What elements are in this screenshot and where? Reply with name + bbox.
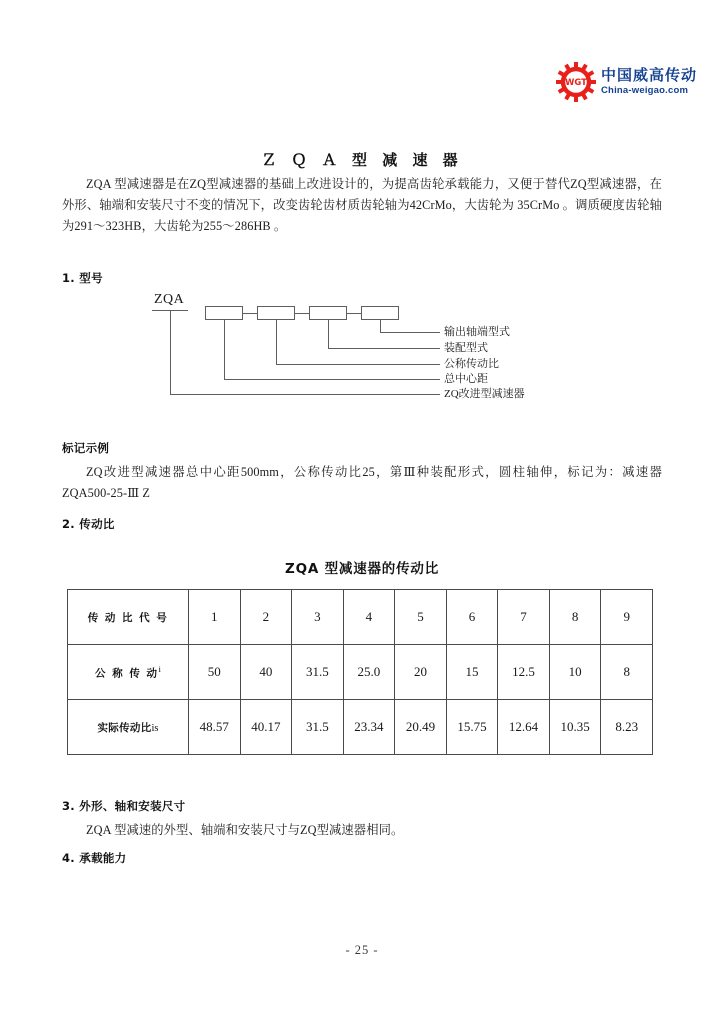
cell-code-5: 5 (395, 590, 447, 645)
diagram-label-nominal-ratio: 公称传动比 (444, 358, 499, 370)
cell-nominal-5: 20 (395, 645, 447, 700)
marking-example-text: ZQ改进型减速器总中心距500mm，公称传动比25，第Ⅲ种装配形式，圆柱轴伸，标记为：减速器 ZQA500-25-Ⅲ Z (62, 465, 662, 500)
page-title: Ｚ Ｑ Ａ 型 减 速 器 (261, 151, 463, 169)
table-title: ZQA 型减速器的传动比 (284, 561, 439, 577)
code-box-1 (205, 306, 243, 320)
leader-h-3 (328, 348, 440, 349)
cell-actual-4: 23.34 (343, 700, 395, 755)
box-connector-1 (243, 313, 257, 314)
row-label-actual (68, 700, 189, 755)
leader-v-2 (276, 320, 277, 364)
cell-code-2: 2 (240, 590, 292, 645)
cell-actual-2: 40.17 (240, 700, 292, 755)
row-label-code: 传 动 比 代 号 (68, 590, 189, 645)
cell-nominal-4: 25.0 (343, 645, 395, 700)
cell-actual-1: 48.57 (189, 700, 241, 755)
cell-code-3: 3 (292, 590, 344, 645)
section-heading-capacity: 4. 承载能力 (62, 851, 127, 865)
cell-nominal-7: 12.5 (498, 645, 550, 700)
code-box-3 (309, 306, 347, 320)
box-connector-2 (295, 313, 309, 314)
cell-nominal-1: 50 (189, 645, 241, 700)
leader-h-prefix (170, 394, 440, 395)
cell-actual-3: 31.5 (292, 700, 344, 755)
diagram-prefix: ZQA (154, 292, 185, 307)
diagram-label-assembly-type: 装配型式 (444, 342, 488, 354)
cell-code-6: 6 (446, 590, 498, 645)
leader-h-1 (224, 379, 440, 380)
cell-code-9: 9 (601, 590, 653, 645)
section-heading-ratio: 2. 传动比 (62, 517, 115, 531)
cell-actual-7: 12.64 (498, 700, 550, 755)
gear-logo-text: WGT (565, 76, 587, 87)
model-code-diagram (62, 292, 662, 410)
code-box-4 (361, 306, 399, 320)
intro-paragraph: ZQA 型减速器是在ZQ型减速器的基础上改进设计的，为提高齿轮承载能力，又便于替代ZQ型减速器，在外形、轴端和安装尺寸不变的情况下，改变齿轮齿材质齿轮轴为42CrMo，大齿轮为 35CrMo 。调质硬度齿轮轴为291～323HB，大齿轮为255～286HB 。 (62, 177, 662, 233)
section-heading-model: 1. 型号 (62, 271, 103, 285)
leader-v-4 (380, 320, 381, 332)
logo-text-column (601, 68, 697, 96)
diagram-label-center-distance: 总中心距 (444, 373, 488, 385)
row-label-nominal-suffix: i (158, 663, 161, 674)
cell-nominal-2: 40 (240, 645, 292, 700)
cell-code-4: 4 (343, 590, 395, 645)
table-row (68, 590, 653, 645)
gear-icon (556, 62, 596, 102)
table-row (68, 700, 653, 755)
diagram-label-reducer-type: ZQ改进型减速器 (444, 388, 525, 400)
section-heading-dimensions: 3. 外形、轴和安装尺寸 (62, 799, 186, 813)
leader-h-4 (380, 332, 440, 333)
diagram-label-output-shaft: 输出轴端型式 (444, 326, 510, 338)
table-row (68, 645, 653, 700)
cell-actual-6: 15.75 (446, 700, 498, 755)
dimensions-text: ZQA 型减速的外型、轴端和安装尺寸与ZQ型减速器相同。 (86, 823, 404, 837)
transmission-ratio-table (67, 589, 653, 755)
row-label-nominal (68, 645, 189, 700)
page-number: - 25 - (345, 943, 379, 957)
cell-nominal-8: 10 (549, 645, 601, 700)
logo-company-en: China-weigao.com (601, 84, 689, 96)
logo-row (556, 62, 697, 102)
row-label-nominal-text: 公 称 传 动 (95, 667, 159, 680)
cell-code-8: 8 (549, 590, 601, 645)
leader-v-prefix (170, 310, 171, 394)
cell-actual-8: 10.35 (549, 700, 601, 755)
box-connector-3 (347, 313, 361, 314)
cell-code-7: 7 (498, 590, 550, 645)
company-logo (556, 62, 697, 102)
cell-nominal-6: 15 (446, 645, 498, 700)
leader-h-2 (276, 364, 440, 365)
leader-v-1 (224, 320, 225, 379)
code-box-2 (257, 306, 295, 320)
cell-code-1: 1 (189, 590, 241, 645)
cell-nominal-3: 31.5 (292, 645, 344, 700)
cell-nominal-9: 8 (601, 645, 653, 700)
cell-actual-5: 20.49 (395, 700, 447, 755)
row-label-actual-suffix: is (151, 722, 159, 734)
leader-v-3 (328, 320, 329, 348)
cell-actual-9: 8.23 (601, 700, 653, 755)
row-label-actual-text: 实际传动比 (97, 721, 152, 734)
logo-company-cn: 中国威高传动 (601, 66, 698, 85)
marking-example-heading: 标记示例 (62, 441, 110, 455)
